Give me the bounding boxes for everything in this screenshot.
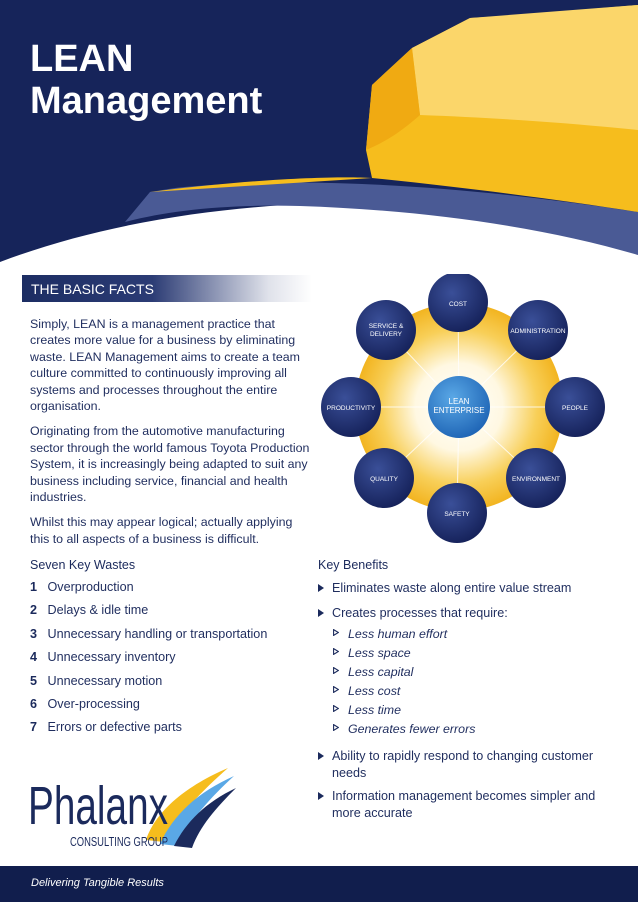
triangle-bullet-icon	[318, 752, 324, 760]
item-text: Over-processing	[47, 696, 140, 711]
outline-triangle-bullet-icon	[333, 724, 339, 731]
list-item	[30, 697, 310, 720]
benefits-heading: Key Benefits	[318, 558, 389, 572]
outline-triangle-bullet-icon	[333, 705, 339, 712]
wastes-heading: Seven Key Wastes	[30, 558, 136, 572]
benefits-list	[318, 580, 618, 821]
title-line-2: Management	[30, 80, 263, 122]
lean-enterprise-diagram	[314, 274, 630, 544]
label-service-line-1: SERVICE &	[368, 323, 404, 330]
list-item	[30, 650, 310, 673]
sub-list-item	[332, 721, 618, 740]
label-service-line-2: DELIVERY	[369, 331, 403, 338]
label-safety: SAFETY	[444, 511, 470, 518]
logo-tagline: CONSULTING GROUP	[70, 835, 168, 849]
item-number: 4	[30, 650, 38, 665]
list-item	[30, 603, 310, 626]
label-environment: ENVIRONMENT	[511, 476, 561, 483]
benefit-text: Eliminates waste along entire value stream	[332, 581, 572, 595]
sub-item-text: Less capital	[348, 665, 414, 679]
footer-tagline: Delivering Tangible Results	[31, 877, 164, 889]
node-service-delivery	[356, 300, 416, 360]
page-title	[30, 38, 262, 122]
list-item	[30, 720, 310, 743]
benefit-text: Ability to rapidly respond to changing customer needs	[332, 749, 594, 780]
sub-item-text: Less space	[348, 646, 411, 660]
footer-bar	[0, 866, 638, 902]
outline-triangle-bullet-icon	[333, 686, 339, 693]
item-text: Overproduction	[47, 580, 134, 594]
sub-list-item	[332, 645, 618, 664]
item-text: Delays & idle time	[47, 603, 149, 618]
section-heading-basic-facts	[22, 275, 312, 302]
label-administration: ADMINISTRATION	[510, 328, 566, 335]
triangle-bullet-icon	[318, 609, 324, 617]
item-number: 7	[30, 720, 38, 735]
center-label-line-1: LEAN	[448, 397, 470, 406]
label-people: PEOPLE	[561, 405, 589, 412]
title-line-1: LEAN	[30, 38, 134, 80]
intro-paragraph-1: Simply, LEAN is a management practice that creates more value for a business by eliminating waste. LEAN Management aims to create a team culture committed to continuously improving all systems and processes throughout the entire organisation.	[30, 317, 300, 414]
item-text: Unnecessary handling or transportation	[47, 626, 268, 641]
sub-list-item	[332, 683, 618, 702]
outline-triangle-bullet-icon	[333, 629, 339, 636]
sub-item-text: Less time	[348, 703, 402, 717]
logo-wordmark: Phalanx	[28, 776, 168, 836]
sub-item-text: Less human effort	[348, 627, 448, 641]
triangle-bullet-icon	[318, 792, 324, 800]
intro-paragraph-3: Whilst this may appear logical; actually applying this to all aspects of a business is difficult.	[30, 515, 293, 546]
intro-paragraph-2: Originating from the automotive manufacturing sector through the world famous Toyota Production System, it is increasingly being adapted to suit any business including service, financial and health industries.	[30, 424, 310, 505]
phalanx-logo	[28, 760, 238, 856]
list-item	[30, 627, 310, 650]
list-item	[318, 788, 618, 821]
sub-item-text: Generates fewer errors	[348, 722, 476, 736]
triangle-bullet-icon	[318, 584, 324, 592]
label-quality: QUALITY	[370, 476, 398, 483]
label-productivity: PRODUCTIVITY	[326, 405, 376, 412]
item-number: 5	[30, 673, 38, 688]
item-number: 2	[30, 603, 38, 618]
wastes-list	[30, 580, 310, 744]
sub-list-item	[332, 664, 618, 683]
list-item	[30, 674, 310, 697]
basic-facts-heading: THE BASIC FACTS	[31, 281, 154, 297]
center-label-line-2: ENTERPRISE	[433, 406, 485, 415]
sub-item-text: Less cost	[348, 684, 401, 698]
sub-list-item	[332, 626, 618, 645]
item-number: 1	[30, 580, 38, 594]
item-text: Unnecessary motion	[47, 673, 163, 688]
benefit-text: Information management becomes simpler and more accurate	[332, 789, 596, 820]
benefit-text: Creates processes that require:	[332, 605, 508, 620]
list-item	[318, 748, 618, 781]
outline-triangle-bullet-icon	[333, 648, 339, 655]
list-item	[318, 580, 618, 597]
label-cost: COST	[448, 301, 468, 308]
sub-list	[332, 626, 618, 740]
intro-text	[30, 316, 310, 556]
item-text: Unnecessary inventory	[47, 650, 176, 665]
item-text: Errors or defective parts	[47, 720, 182, 735]
item-number: 3	[30, 626, 38, 641]
list-item	[318, 605, 618, 741]
outline-triangle-bullet-icon	[333, 667, 339, 674]
list-item	[30, 580, 310, 603]
sub-list-item	[332, 702, 618, 721]
item-number: 6	[30, 696, 38, 711]
